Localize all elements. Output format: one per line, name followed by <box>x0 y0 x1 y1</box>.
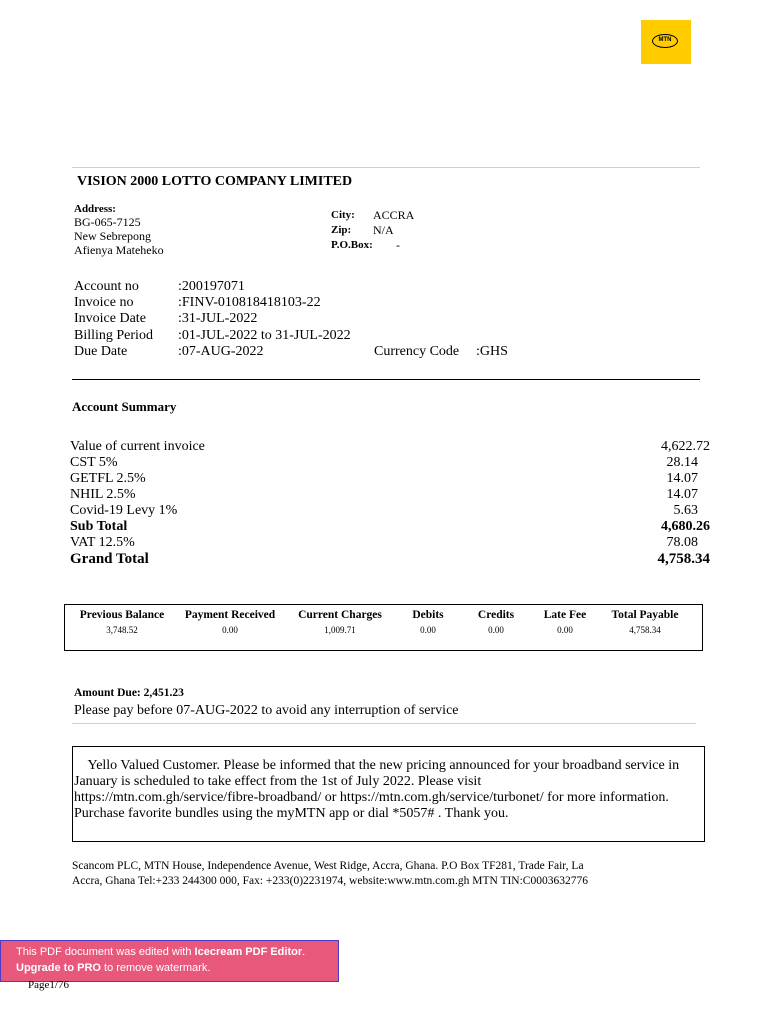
summary-label-cst: CST 5% <box>70 455 118 470</box>
summary-label-getfl: GETFL 2.5% <box>70 471 146 486</box>
footer-line-1: Scancom PLC, MTN House, Independence Avenue, West Ridge, Accra, Ghana. P.O Box TF281, Trade Fair, La <box>72 860 584 872</box>
watermark-app-name: Icecream PDF Editor <box>194 946 303 958</box>
summary-value-covid-levy: 5.63 <box>673 503 698 518</box>
header-credits: Credits <box>477 609 515 621</box>
pobox-value: - <box>396 238 400 252</box>
mtn-logo <box>641 20 691 64</box>
col-previous-balance <box>73 609 171 635</box>
account-summary-title: Account Summary <box>72 399 177 414</box>
invoice-no-label: Invoice no <box>74 295 134 310</box>
value-current-charges: 1,009.71 <box>324 625 356 635</box>
upgrade-link[interactable]: Upgrade to PRO <box>16 962 101 974</box>
col-payment-received <box>180 609 280 635</box>
watermark-text-3: to remove watermark. <box>100 962 211 974</box>
section-divider <box>72 379 700 380</box>
zip-value: N/A <box>373 223 394 237</box>
customer-notice-box <box>72 746 705 842</box>
watermark-banner[interactable] <box>0 940 339 982</box>
summary-label-vat: VAT 12.5% <box>70 535 135 550</box>
col-current-charges <box>292 609 388 635</box>
billing-period-label: Billing Period <box>74 328 153 343</box>
top-divider <box>72 167 700 168</box>
invoice-date-label: Invoice Date <box>74 311 146 326</box>
currency-code-value: :GHS <box>476 344 508 359</box>
account-no-value: :200197071 <box>178 279 245 294</box>
invoice-date-value: :31-JUL-2022 <box>178 311 258 326</box>
value-credits: 0.00 <box>488 625 504 635</box>
company-name: VISION 2000 LOTTO COMPANY LIMITED <box>77 174 353 189</box>
summary-label-sub-total: Sub Total <box>70 519 128 534</box>
watermark-text-2: . <box>302 946 306 958</box>
header-late-fee: Late Fee <box>543 609 587 621</box>
summary-value-vat: 78.08 <box>666 535 698 550</box>
company-footer <box>72 859 588 889</box>
value-debits: 0.00 <box>420 625 436 635</box>
account-no-label: Account no <box>74 279 139 294</box>
watermark-line-1 <box>16 944 338 960</box>
header-payment-received: Payment Received <box>184 609 276 621</box>
amount-due: Amount Due: 2,451.23 <box>74 687 184 699</box>
summary-value-sub-total: 4,680.26 <box>661 519 710 534</box>
header-current-charges: Current Charges <box>298 609 382 621</box>
city-label: City: <box>331 209 355 221</box>
value-previous-balance: 3,748.52 <box>106 625 138 635</box>
col-credits <box>470 609 522 635</box>
address-line-2: New Sebrepong <box>74 229 151 243</box>
summary-value-cst: 28.14 <box>666 455 698 470</box>
summary-label-current-invoice: Value of current invoice <box>70 439 205 454</box>
notice-line-4: Purchase favorite bundles using the myMTN app or dial *5057# . Thank you. <box>74 806 509 821</box>
value-late-fee: 0.00 <box>557 625 573 635</box>
pobox-label: P.O.Box: <box>331 239 373 251</box>
address-label: Address: <box>74 203 116 215</box>
summary-label-nhil: NHIL 2.5% <box>70 487 136 502</box>
summary-label-grand-total: Grand Total <box>70 551 149 567</box>
summary-label-covid-levy: Covid-19 Levy 1% <box>70 503 178 518</box>
address-line-3: Afienya Mateheko <box>74 243 164 257</box>
header-previous-balance: Previous Balance <box>79 609 165 621</box>
col-late-fee <box>537 609 593 635</box>
city-value: ACCRA <box>373 208 415 222</box>
amount-divider <box>72 723 696 724</box>
mtn-logo-text: MTN <box>652 34 678 48</box>
summary-value-getfl: 14.07 <box>666 471 698 486</box>
summary-value-nhil: 14.07 <box>666 487 698 502</box>
billing-period-value: :01-JUL-2022 to 31-JUL-2022 <box>178 328 351 343</box>
notice-line-1: Yello Valued Customer. Please be informed that the new pricing announced for your broadband service in <box>74 758 680 773</box>
customer-notice-text <box>74 758 704 822</box>
zip-label: Zip: <box>331 224 352 236</box>
value-total-payable: 4,758.34 <box>629 625 661 635</box>
address-line-1: BG-065-7125 <box>74 215 141 229</box>
invoice-no-value: :FINV-010818418103-22 <box>178 295 321 310</box>
summary-value-current-invoice: 4,622.72 <box>661 439 710 454</box>
notice-line-3: https://mtn.com.gh/service/fibre-broadband/ or https://mtn.com.gh/service/turbonet/ for more information. <box>74 790 669 805</box>
col-total-payable <box>603 609 687 635</box>
watermark-line-2 <box>16 960 338 976</box>
col-debits <box>403 609 453 635</box>
page-number: Page1/76 <box>28 979 69 991</box>
watermark-text-1: This PDF document was edited with <box>16 946 195 958</box>
summary-value-grand-total: 4,758.34 <box>657 551 710 567</box>
pay-before-notice: Please pay before 07-AUG-2022 to avoid any interruption of service <box>74 703 459 718</box>
due-date-label: Due Date <box>74 344 128 359</box>
footer-line-2: Accra, Ghana Tel:+233 244300 000, Fax: +233(0)2231974, website:www.mtn.com.gh MTN TIN:C0003632776 <box>72 875 588 887</box>
currency-code-label: Currency Code <box>374 344 460 359</box>
notice-line-2: January is scheduled to take effect from the 1st of July 2022. Please visit <box>74 774 482 789</box>
header-total-payable: Total Payable <box>611 609 679 621</box>
value-payment-received: 0.00 <box>222 625 238 635</box>
balance-summary-table <box>64 604 703 651</box>
header-debits: Debits <box>412 609 444 621</box>
due-date-value: :07-AUG-2022 <box>178 344 264 359</box>
